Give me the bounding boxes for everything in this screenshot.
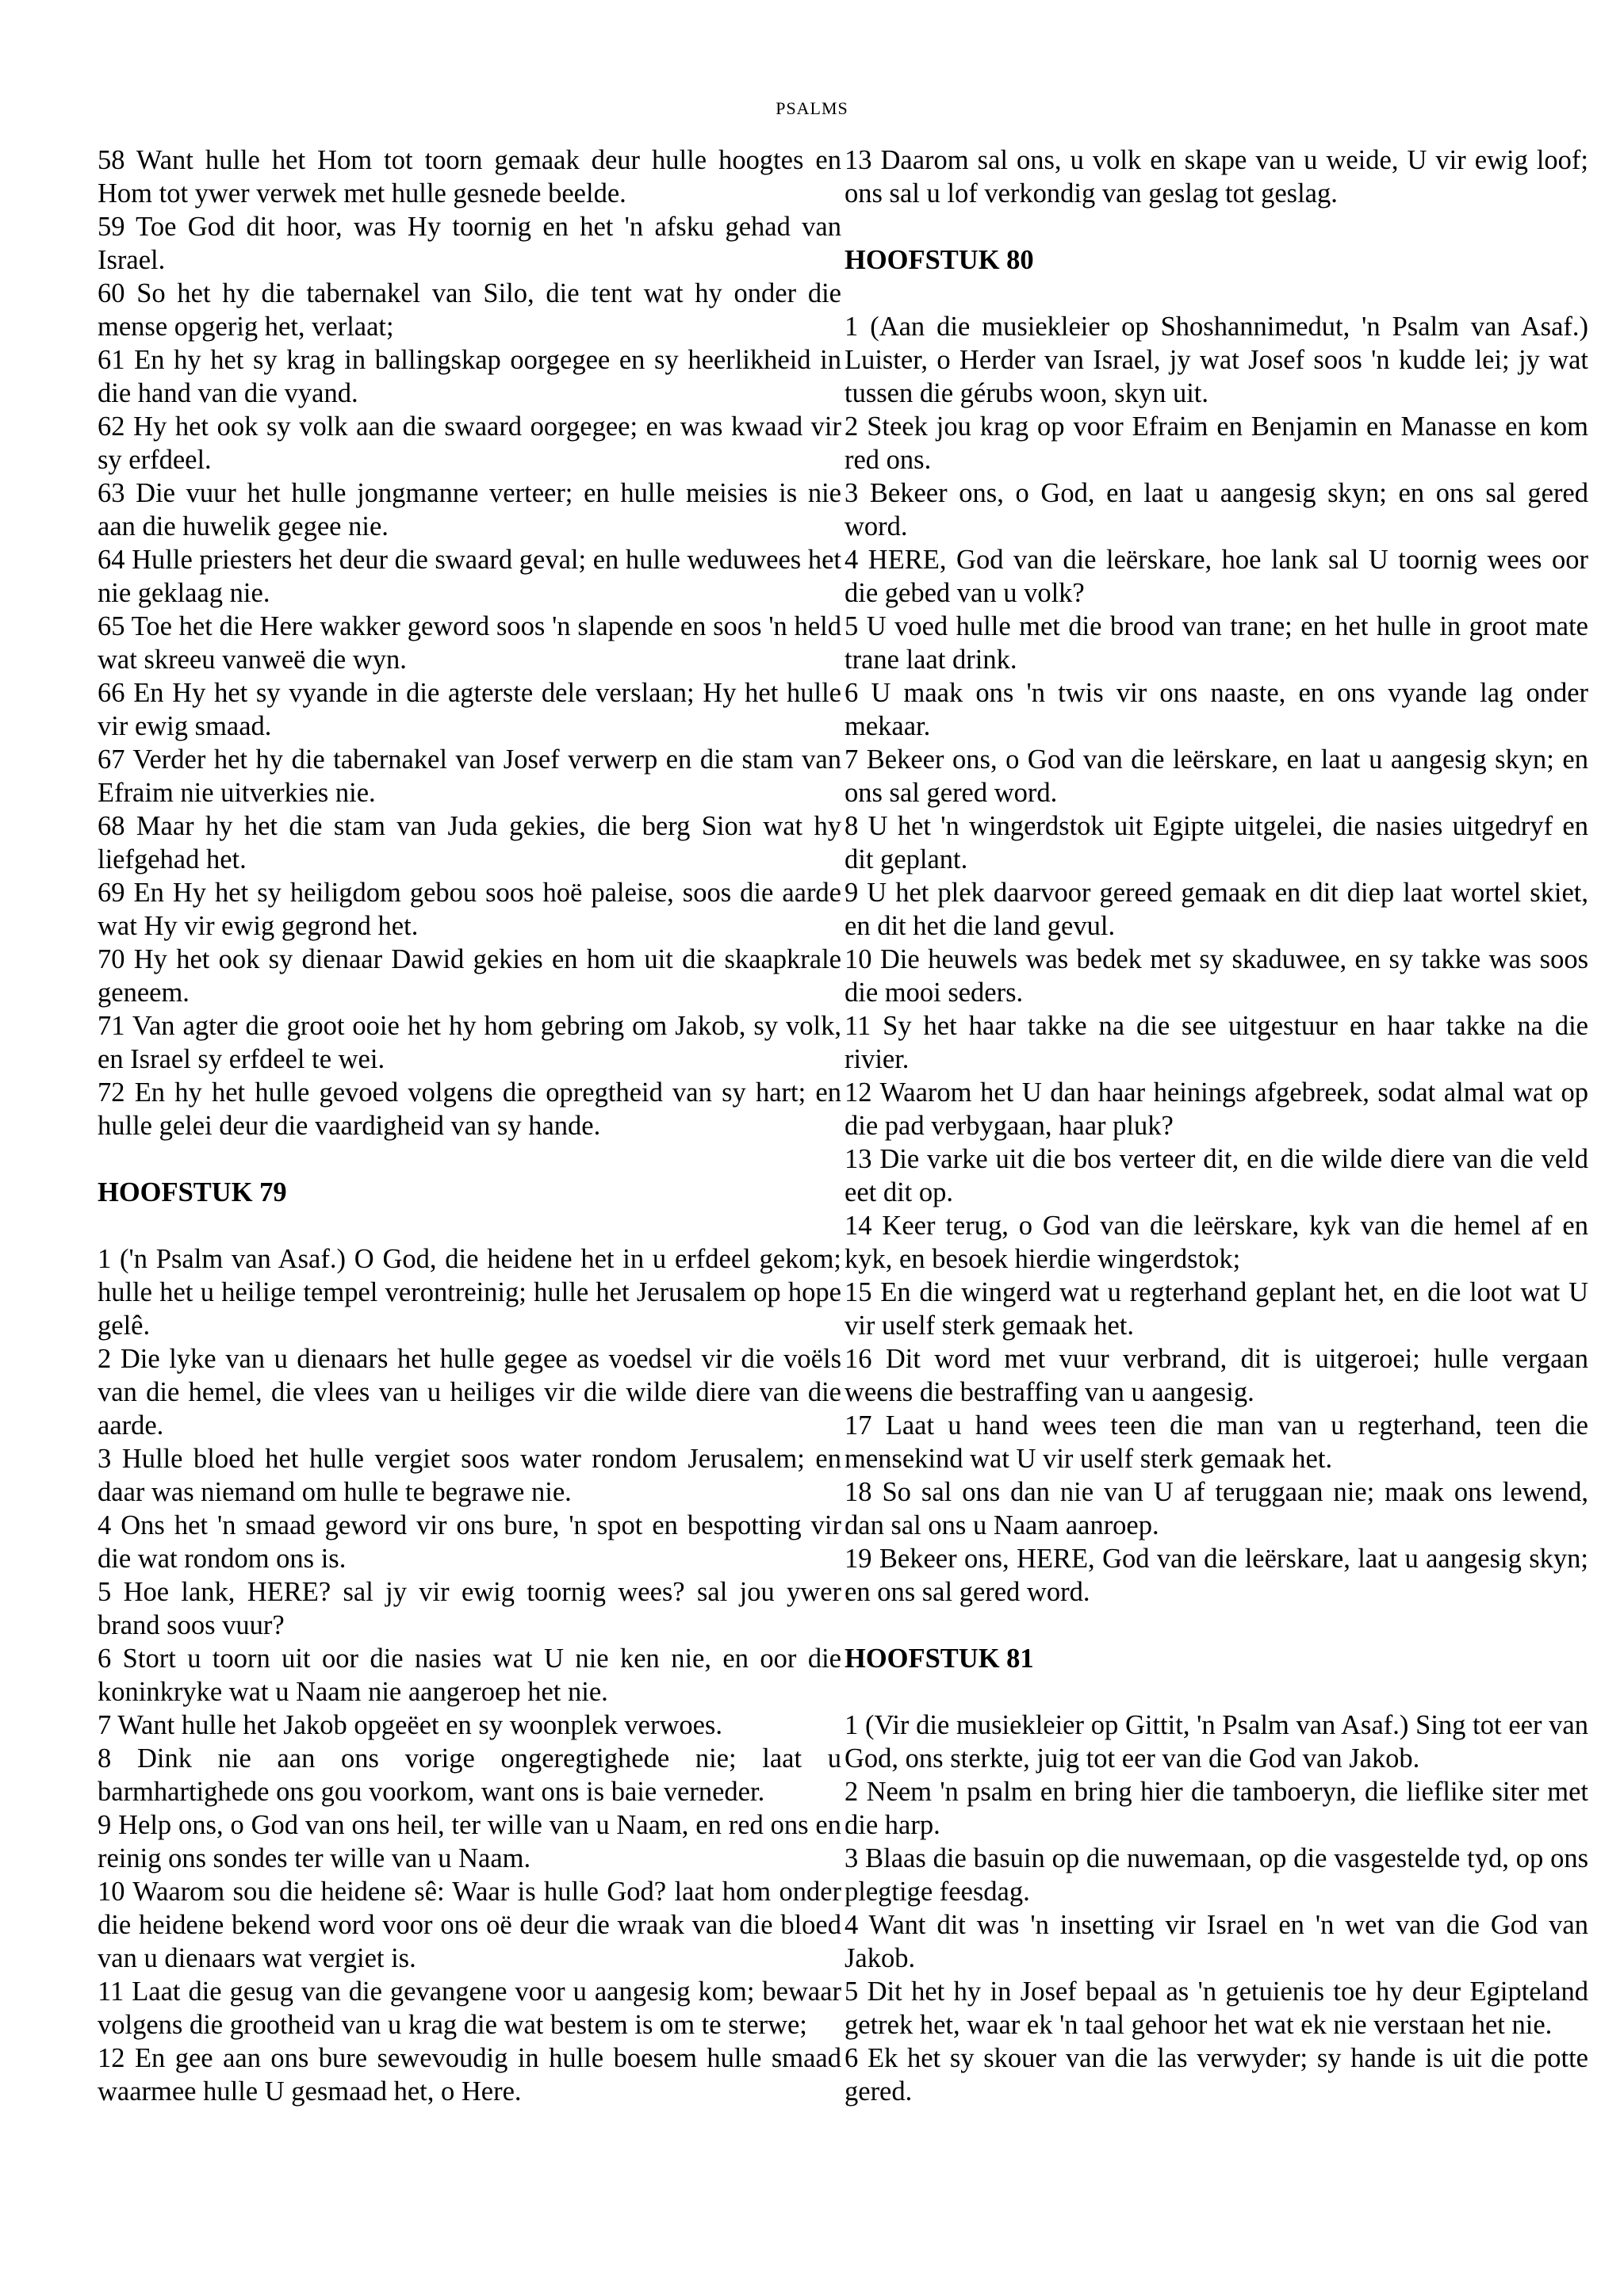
- verse-group: [845, 1709, 1588, 2108]
- verse: 4 Ons het 'n smaad geword vir ons bure, 'n spot en bespotting vir die wat rondom ons is.: [98, 1510, 841, 1574]
- verse: 3 Blaas die basuin op die nuwemaan, op die vasgestelde tyd, op ons plegtige feesdag.: [845, 1843, 1588, 1907]
- left-column: [98, 144, 841, 2108]
- verse: 70 Hy het ook sy dienaar Dawid gekies en hom uit die skaapkrale geneem.: [98, 944, 841, 1008]
- verse: 5 U voed hulle met die brood van trane; en het hulle in groot mate trane laat drink.: [845, 611, 1588, 675]
- verse: 62 Hy het ook sy volk aan die swaard oorgegee; en was kwaad vir sy erfdeel.: [98, 411, 841, 475]
- verse: 12 Waarom het U dan haar heinings afgebreek, sodat almal wat op die pad verbygaan, haar pluk?: [845, 1077, 1588, 1141]
- verse-group: [845, 144, 1588, 210]
- verse: 65 Toe het die Here wakker geword soos 'n slapende en soos 'n held wat skreeu vanweë die wyn.: [98, 611, 841, 675]
- verse: 5 Hoe lank, HERE? sal jy vir ewig toornig wees? sal jou ywer brand soos vuur?: [98, 1577, 841, 1640]
- verse: 5 Dit het hy in Josef bepaal as 'n getuienis toe hy deur Egipteland getrek het, waar ek 'n taal gehoor het wat ek nie verstaan het nie.: [845, 1976, 1588, 2040]
- verse: 67 Verder het hy die tabernakel van Josef verwerp en die stam van Efraim nie uitverkies nie.: [98, 744, 841, 808]
- verse: 72 En hy het hulle gevoed volgens die opregtheid van sy hart; en hulle gelei deur die vaardigheid van sy hande.: [98, 1077, 841, 1141]
- verse: 58 Want hulle het Hom tot toorn gemaak deur hulle hoogtes en Hom tot ywer verwek met hulle gesnede beelde.: [98, 145, 841, 209]
- verse: 11 Sy het haar takke na die see uitgestuur en haar takke na die rivier.: [845, 1011, 1588, 1074]
- verse: 6 U maak ons 'n twis vir ons naaste, en ons vyande lag onder mekaar.: [845, 678, 1588, 741]
- verse: 63 Die vuur het hulle jongmanne verteer; en hulle meisies is nie aan die huwelik gegee nie.: [98, 478, 841, 541]
- verse-group: [98, 144, 841, 1142]
- verse: 64 Hulle priesters het deur die swaard geval; en hulle weduwees het nie geklaag nie.: [98, 545, 841, 608]
- verse: 17 Laat u hand wees teen die man van u regterhand, teen die mensekind wat U vir uself sterk gemaak het.: [845, 1410, 1588, 1474]
- verse: 61 En hy het sy krag in ballingskap oorgegee en sy heerlikheid in die hand van die vyand.: [98, 345, 841, 408]
- running-header: PSALMS: [776, 98, 848, 118]
- verse: 6 Ek het sy skouer van die las verwyder; sy hande is uit die potte gered.: [845, 2043, 1588, 2107]
- verse: 60 So het hy die tabernakel van Silo, die tent wat hy onder die mense opgerig het, verlaat;: [98, 278, 841, 342]
- chapter-heading-79: HOOFSTUK 79: [98, 1177, 287, 1207]
- verse: 1 ('n Psalm van Asaf.) O God, die heidene het in u erfdeel gekom; hulle het u heilige tempel verontreinig; hulle het Jerusalem op hope gelê.: [98, 1244, 841, 1341]
- verse: 12 En gee aan ons bure sewevoudig in hulle boesem hulle smaad waarmee hulle U gesmaad het, o Here.: [98, 2043, 841, 2107]
- verse: 4 HERE, God van die leërskare, hoe lank sal U toornig wees oor die gebed van u volk?: [845, 545, 1588, 608]
- right-column: [845, 144, 1588, 2108]
- verse: 2 Steek jou krag op voor Efraim en Benjamin en Manasse en kom red ons.: [845, 411, 1588, 475]
- verse: 19 Bekeer ons, HERE, God van die leërskare, laat u aangesig skyn; en ons sal gered word.: [845, 1544, 1588, 1607]
- verse: 13 Daarom sal ons, u volk en skape van u weide, U vir ewig loof; ons sal u lof verkondig van geslag tot geslag.: [845, 145, 1588, 209]
- verse: 8 U het 'n wingerdstok uit Egipte uitgelei, die nasies uitgedryf en dit geplant.: [845, 811, 1588, 874]
- verse-group: [845, 310, 1588, 1609]
- verse: 4 Want dit was 'n insetting vir Israel en 'n wet van die God van Jakob.: [845, 1910, 1588, 1973]
- verse-group: [98, 1242, 841, 2108]
- verse: 7 Want hulle het Jakob opgeëet en sy woonplek verwoes.: [98, 1710, 722, 1740]
- verse: 2 Neem 'n psalm en bring hier die tamboeryn, die lieflike siter met die harp.: [845, 1777, 1588, 1840]
- verse: 14 Keer terug, o God van die leërskare, kyk van die hemel af en kyk, en besoek hierdie wingerdstok;: [845, 1211, 1588, 1274]
- verse: 68 Maar hy het die stam van Juda gekies, die berg Sion wat hy liefgehad het.: [98, 811, 841, 874]
- chapter-heading-80: HOOFSTUK 80: [845, 245, 1034, 275]
- verse: 3 Bekeer ons, o God, en laat u aangesig skyn; en ons sal gered word.: [845, 478, 1588, 541]
- verse: 6 Stort u toorn uit oor die nasies wat U nie ken nie, en oor die koninkryke wat u Naam nie aangeroep het nie.: [98, 1644, 841, 1707]
- verse: 18 So sal ons dan nie van U af teruggaan nie; maak ons lewend, dan sal ons u Naam aanroep.: [845, 1477, 1588, 1540]
- verse: 1 (Aan die musiekleier op Shoshannimedut, 'n Psalm van Asaf.) Luister, o Herder van Israel, jy wat Josef soos 'n kudde lei; jy wat tussen die gérubs woon, skyn uit.: [845, 312, 1588, 408]
- verse: 3 Hulle bloed het hulle vergiet soos water rondom Jerusalem; en daar was niemand om hulle te begrawe nie.: [98, 1444, 841, 1507]
- verse: 8 Dink nie aan ons vorige ongeregtighede nie; laat u barmhartighede ons gou voorkom, want ons is baie verneder.: [98, 1743, 841, 1807]
- verse: 11 Laat die gesug van die gevangene voor u aangesig kom; bewaar volgens die grootheid van u krag die wat bestem is om te sterwe;: [98, 1976, 841, 2040]
- verse: 69 En Hy het sy heiligdom gebou soos hoë paleise, soos die aarde wat Hy vir ewig gegrond het.: [98, 878, 841, 941]
- verse: 9 U het plek daarvoor gereed gemaak en dit diep laat wortel skiet, en dit het die land gevul.: [845, 878, 1588, 941]
- verse: 9 Help ons, o God van ons heil, ter wille van u Naam, en red ons en reinig ons sondes ter wille van u Naam.: [98, 1810, 841, 1873]
- verse: 59 Toe God dit hoor, was Hy toornig en het 'n afsku gehad van Israel.: [98, 212, 841, 275]
- verse: 2 Die lyke van u dienaars het hulle gegee as voedsel vir die voëls van die hemel, die vlees van u heiliges vir die wilde diere van die aarde.: [98, 1344, 841, 1441]
- verse: 13 Die varke uit die bos verteer dit, en die wilde diere van die veld eet dit op.: [845, 1144, 1588, 1207]
- verse: 15 En die wingerd wat u regterhand geplant het, en die loot wat U vir uself sterk gemaak het.: [845, 1277, 1588, 1341]
- chapter-heading-81: HOOFSTUK 81: [845, 1644, 1034, 1674]
- verse: 10 Waarom sou die heidene sê: Waar is hulle God? laat hom onder die heidene bekend word voor ons oë deur die wraak van die bloed van u dienaars wat vergiet is.: [98, 1877, 841, 1973]
- verse: 16 Dit word met vuur verbrand, dit is uitgeroei; hulle vergaan weens die bestraffing van u aangesig.: [845, 1344, 1588, 1407]
- verse: 7 Bekeer ons, o God van die leërskare, en laat u aangesig skyn; en ons sal gered word.: [845, 744, 1588, 808]
- verse: 66 En Hy het sy vyande in die agterste dele verslaan; Hy het hulle vir ewig smaad.: [98, 678, 841, 741]
- verse: 10 Die heuwels was bedek met sy skaduwee, en sy takke was soos die mooi seders.: [845, 944, 1588, 1008]
- verse: 1 (Vir die musiekleier op Gittit, 'n Psalm van Asaf.) Sing tot eer van God, ons sterkte, juig tot eer van die God van Jakob.: [845, 1710, 1588, 1774]
- verse: 71 Van agter die groot ooie het hy hom gebring om Jakob, sy volk, en Israel sy erfdeel te wei.: [98, 1011, 841, 1074]
